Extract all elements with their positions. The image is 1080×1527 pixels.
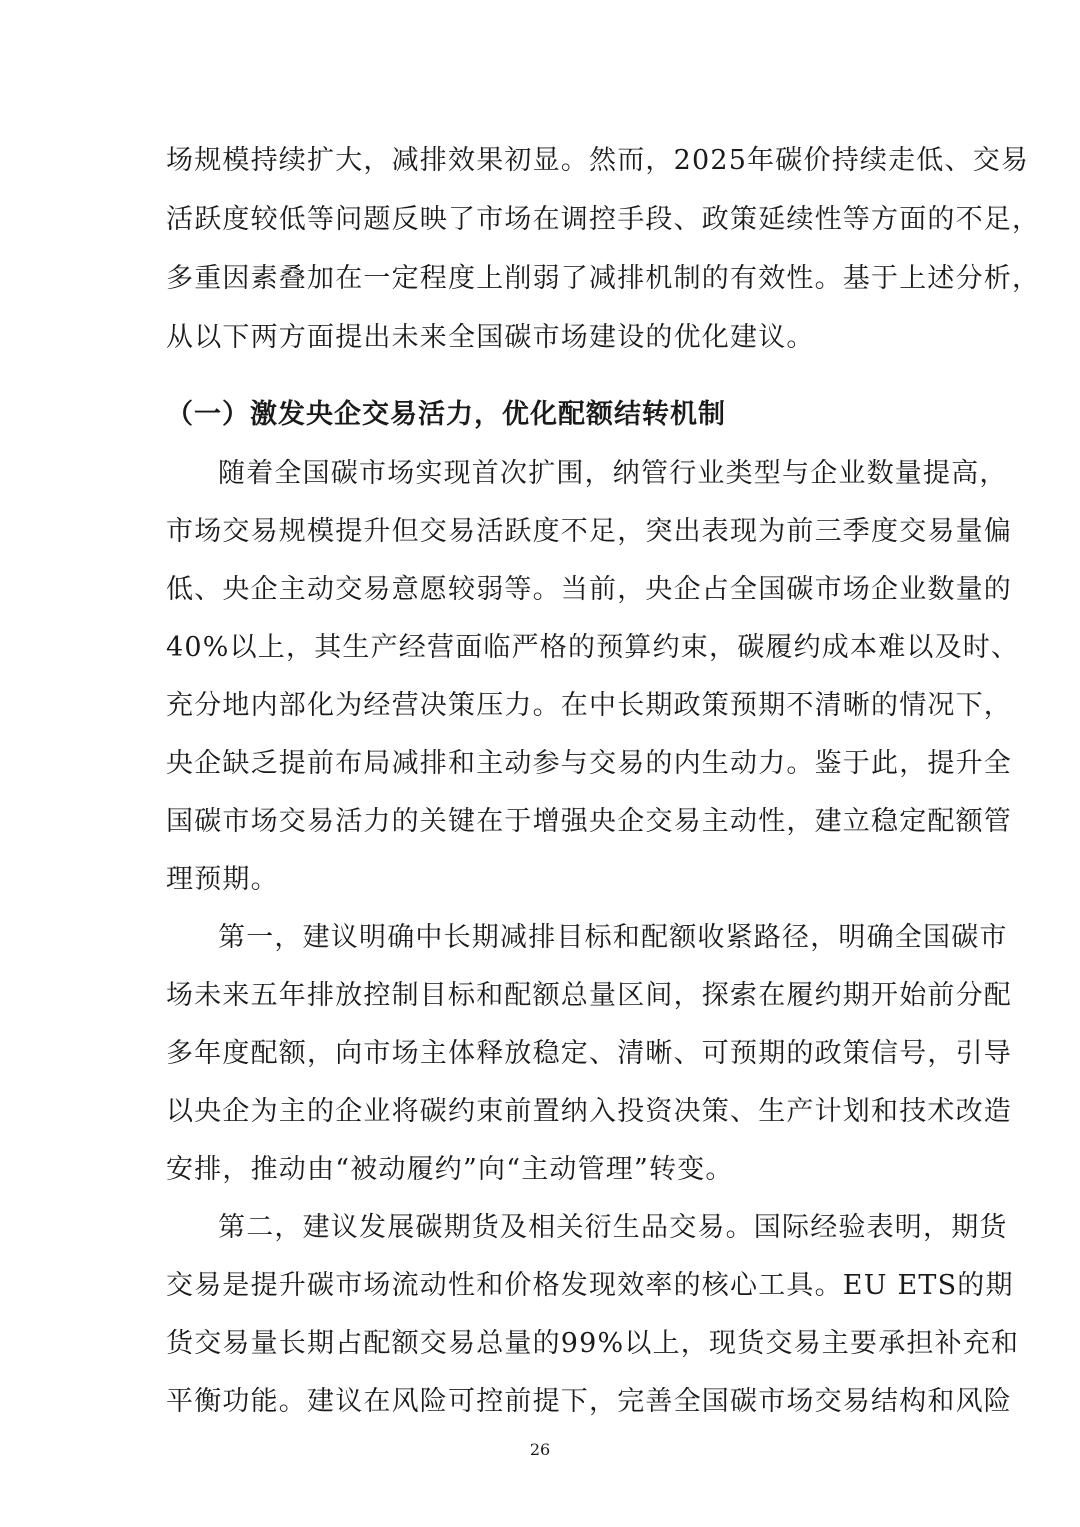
text-line: 市场交易规模提升但交易活跃度不足，突出表现为前三季度交易量偏 [166, 516, 1012, 547]
text-line: 交易是提升碳市场流动性和价格发现效率的核心工具。EU ETS的期 [166, 1270, 1014, 1301]
text-line: 活跃度较低等问题反映了市场在调控手段、政策延续性等方面的不足， [166, 204, 1041, 235]
text-line: 多年度配额，向市场主体释放稳定、清晰、可预期的政策信号，引导 [166, 1038, 1012, 1069]
text-line: 场未来五年排放控制目标和配额总量区间，探索在履约期开始前分配 [166, 980, 1012, 1011]
page-number: 26 [529, 1440, 551, 1459]
paragraph-first-line: 第二，建议发展碳期货及相关衍生品交易。国际经验表明，期货 [218, 1212, 1008, 1243]
text-line: 国碳市场交易活力的关键在于增强央企交易主动性，建立稳定配额管 [166, 806, 1012, 837]
text-line: 货交易量长期占配额交易总量的99%以上，现货交易主要承担补充和 [166, 1328, 1020, 1359]
text-line: 安排，推动由“被动履约”向“主动管理”转变。 [166, 1154, 734, 1185]
paragraph-first-line: 随着全国碳市场实现首次扩围，纳管行业类型与企业数量提高， [218, 458, 1008, 489]
text-line: 低、央企主动交易意愿较弱等。当前，央企占全国碳市场企业数量的 [166, 574, 1012, 605]
text-line: 央企缺乏提前布局减排和主动参与交易的内生动力。鉴于此，提升全 [166, 748, 1012, 779]
text-line: 充分地内部化为经营决策压力。在中长期政策预期不清晰的情况下， [166, 690, 1012, 721]
paragraph-first-line: 第一，建议明确中长期减排目标和配额收紧路径，明确全国碳市 [218, 922, 1008, 953]
text-line: 场规模持续扩大，减排效果初显。然而，2025年碳价持续走低、交易 [166, 145, 1030, 176]
text-line: 40%以上，其生产经营面临严格的预算约束，碳履约成本难以及时、 [166, 632, 1020, 663]
text-line: 从以下两方面提出未来全国碳市场建设的优化建议。 [166, 322, 815, 353]
text-line: 多重因素叠加在一定程度上削弱了减排机制的有效性。基于上述分析， [166, 263, 1041, 294]
text-line: 理预期。 [166, 864, 279, 895]
section-heading: （一）激发央企交易活力，优化配额结转机制 [166, 399, 726, 430]
text-line: 平衡功能。建议在风险可控前提下，完善全国碳市场交易结构和风险 [166, 1386, 1012, 1417]
text-line: 以央企为主的企业将碳约束前置纳入投资决策、生产计划和技术改造 [166, 1096, 1012, 1127]
